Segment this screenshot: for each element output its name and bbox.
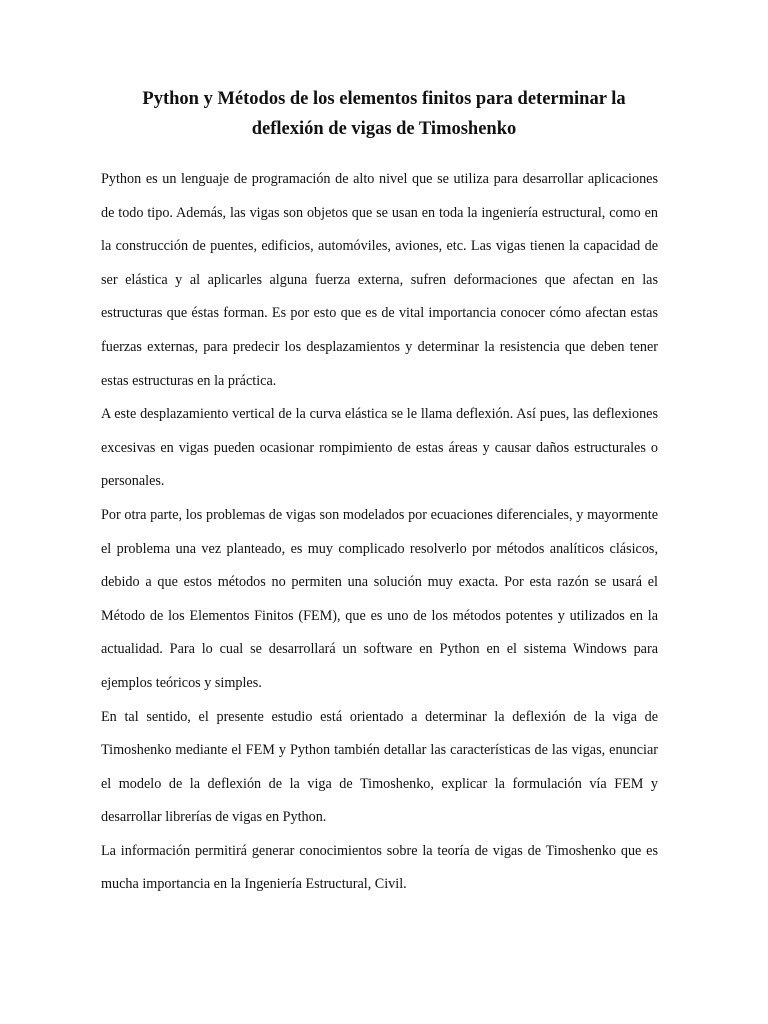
paragraph-3: Por otra parte, los problemas de vigas son modelados por ecuaciones diferenciales, y mayormente el problema una vez planteado, es muy complicado resolverlo por métodos analíticos clásicos, debido a que estos métodos no permiten una solución muy exacta. Por esta razón se usará el Método de los Elementos Finitos (FEM), que es uno de los métodos potentes y utilizados en la actualidad. Para lo cual se desarrollará un software en Python en el sistema Windows para ejemplos teóricos y simples.: [101, 506, 658, 691]
paragraph-4: En tal sentido, el presente estudio está orientado a determinar la deflexión de la viga de Timoshenko mediante el FEM y Python también detallar las características de las vigas, enunciar el modelo de la deflexión de la viga de Timoshenko, explicar la formulación vía FEM y desarrollar librerías de vigas en Python.: [101, 708, 658, 826]
document-title: [96, 84, 672, 144]
document-body: [101, 163, 658, 902]
title-line-1: Python y Métodos de los elementos finitos para determinar la: [142, 89, 626, 109]
paragraph-1: Python es un lenguaje de programación de alto nivel que se utiliza para desarrollar aplicaciones de todo tipo. Además, las vigas son objetos que se usan en toda la ingeniería estructural, como en la construcción de puentes, edificios, automóviles, aviones, etc. Las vigas tienen la capacidad de ser elástica y al aplicarles alguna fuerza externa, sufren deformaciones que afectan en las estructuras que éstas forman. Es por esto que es de vital importancia conocer cómo afectan estas fuerzas externas, para predecir los desplazamientos y determinar la resistencia que deben tener estas estructuras en la práctica.: [101, 171, 658, 389]
paragraph-2: A este desplazamiento vertical de la curva elástica se le llama deflexión. Así pues, las deflexiones excesivas en vigas pueden ocasionar rompimiento de estas áreas y causar daños estructurales o personales.: [101, 406, 658, 490]
paragraph-5: La información permitirá generar conocimientos sobre la teoría de vigas de Timoshenko que es mucha importancia en la Ingeniería Estructural, Civil.: [101, 842, 658, 893]
title-line-2: deflexión de vigas de Timoshenko: [251, 119, 517, 139]
